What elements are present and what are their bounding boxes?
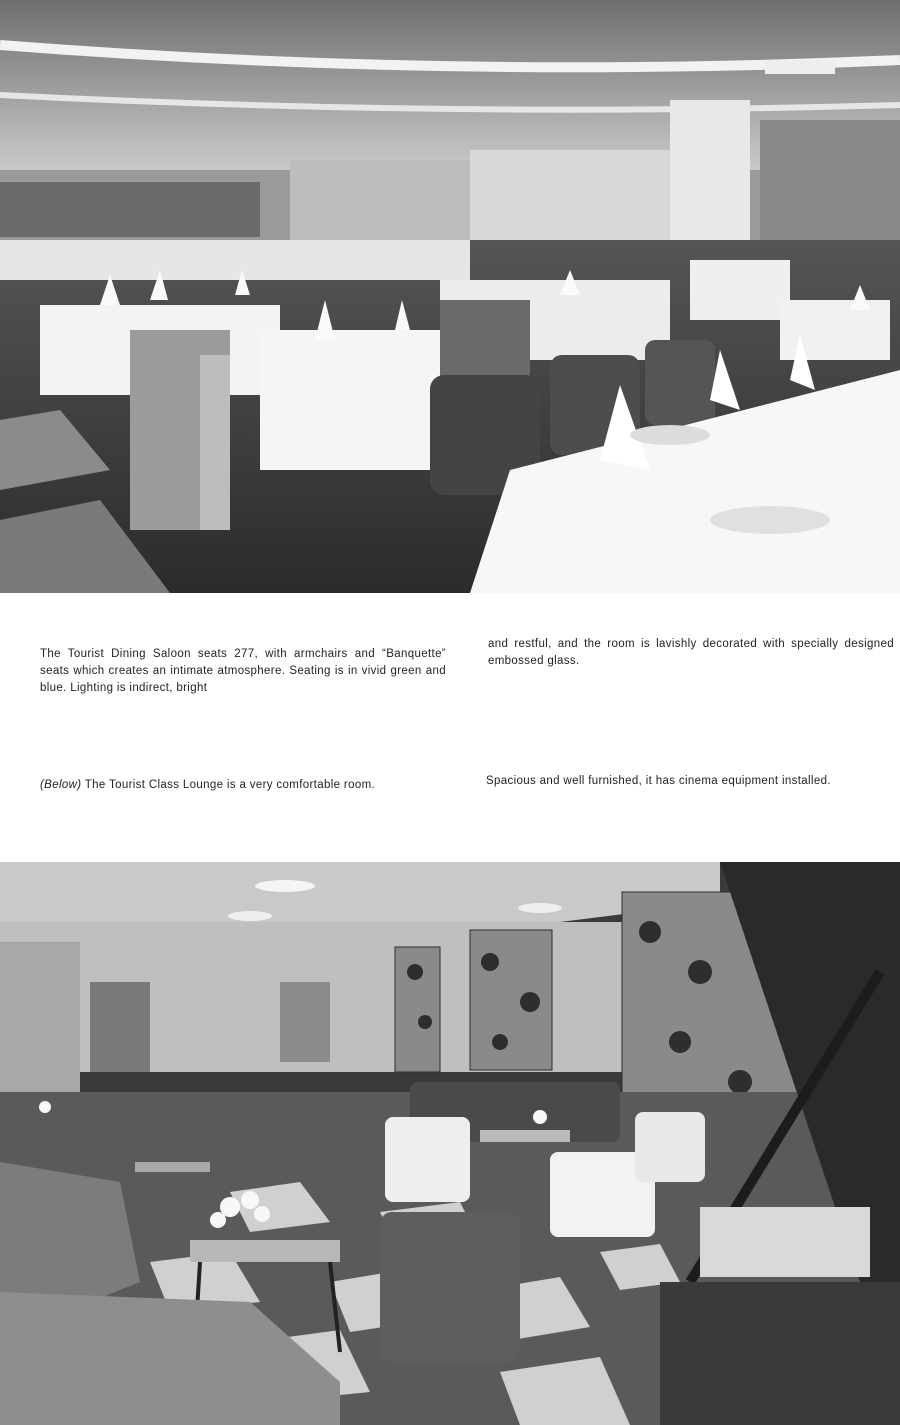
tourist-lounge-photo [0, 862, 900, 1425]
lounge-caption-text: The Tourist Class Lounge is a very comfortable room. [84, 779, 376, 791]
lounge-caption-left [40, 777, 460, 794]
dining-saloon-image [0, 0, 900, 593]
tourist-lounge-image [0, 862, 900, 1425]
dining-saloon-photo [0, 0, 900, 593]
below-label: (Below) [40, 779, 82, 791]
lounge-caption-right: Spacious and well furnished, it has cinema equipment installed. [486, 775, 831, 787]
dining-caption-right: and restful, and the room is lavishly decorated with specially designed embossed glass. [488, 638, 894, 667]
dining-caption-left: The Tourist Dining Saloon seats 277, with armchairs and “Banquette” seats which creates an intimate atmosphere. Seating is in vivid green and blue. Lighting is indirect, bright [40, 648, 446, 694]
